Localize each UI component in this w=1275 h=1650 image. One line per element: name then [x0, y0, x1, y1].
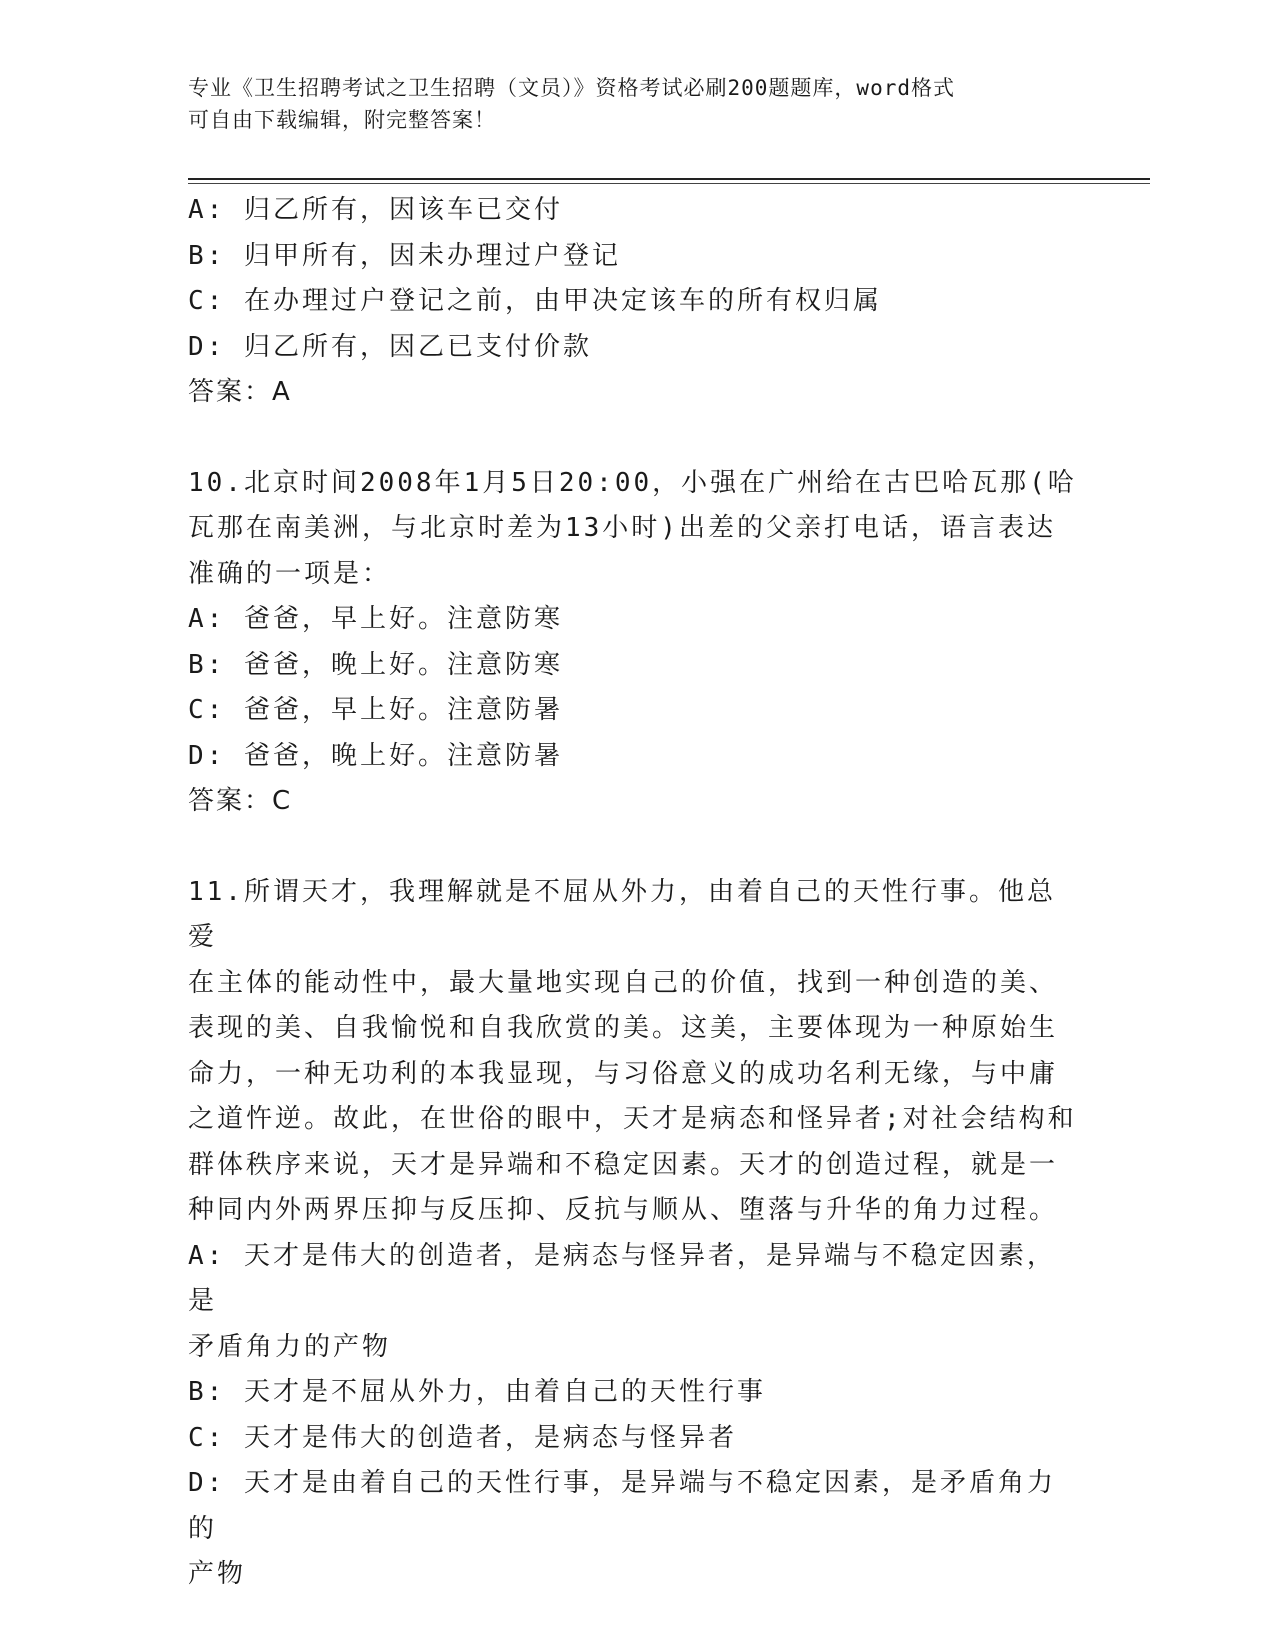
question-10: [188, 461, 1078, 825]
question-stem-line: 种同内外两界压抑与反压抑、反抗与顺从、堕落与升华的角力过程。: [188, 1195, 1059, 1225]
option-d: D: 归乙所有，因乙已支付价款: [188, 331, 592, 362]
document-header: [188, 72, 1068, 136]
header-divider: [188, 178, 1150, 180]
option-c: C: 在办理过户登记之前，由甲决定该车的所有权归属: [188, 286, 882, 316]
question-content: [188, 188, 1078, 1598]
option-d: D: 爸爸，晚上好。注意防暑: [188, 740, 563, 771]
question-stem-line: 之道忤逆。故此，在世俗的眼中，天才是病态和怪异者;对社会结构和: [188, 1104, 1077, 1134]
option-c: C: 天才是伟大的创造者，是病态与怪异者: [188, 1422, 737, 1453]
header-divider-thin: [188, 183, 1150, 184]
spacer: [188, 825, 1078, 870]
question-11: [188, 870, 1078, 1598]
question-9: [188, 188, 1078, 416]
spacer: [188, 416, 1078, 461]
option-b: B: 天才是不屈从外力，由着自己的天性行事: [188, 1377, 766, 1407]
header-title-line-2: 可自由下载编辑，附完整答案！: [188, 108, 496, 132]
option-b: B: 爸爸，晚上好。注意防寒: [188, 649, 563, 680]
header-title-line-1: 专业《卫生招聘考试之卫生招聘（文员）》资格考试必刷200题题库，word格式: [188, 76, 955, 100]
question-stem-line: 瓦那在南美洲，与北京时差为13小时)出差的父亲打电话，语言表达: [188, 513, 1056, 543]
question-stem-line: 10.北京时间2008年1月5日20:00，小强在广州给在古巴哈瓦那(哈: [188, 467, 1077, 498]
question-stem-line: 命力，一种无功利的本我显现，与习俗意义的成功名利无缘，与中庸: [188, 1058, 1059, 1089]
question-stem-line: 11.所谓天才，我理解就是不屈从外力，由着自己的天性行事。他总爱: [188, 876, 1056, 952]
option-c: C: 爸爸，早上好。注意防暑: [188, 695, 563, 725]
option-d: D: 天才是由着自己的天性行事，是异端与不稳定因素，是矛盾角力的: [188, 1468, 1056, 1544]
answer-label: 答案：C: [188, 786, 293, 816]
option-d-continued: 产物: [188, 1559, 247, 1589]
answer-label: 答案：A: [188, 377, 292, 407]
option-a-continued: 矛盾角力的产物: [188, 1331, 392, 1362]
question-stem-line: 在主体的能动性中，最大量地实现自己的价值，找到一种创造的美、: [188, 967, 1059, 998]
question-stem-line: 准确的一项是：: [188, 558, 392, 589]
option-a: A: 爸爸，早上好。注意防寒: [188, 604, 563, 634]
option-a: A: 归乙所有，因该车已交付: [188, 195, 563, 225]
option-a: A: 天才是伟大的创造者，是病态与怪异者，是异端与不稳定因素，是: [188, 1240, 1056, 1316]
option-b: B: 归甲所有，因未办理过户登记: [188, 240, 621, 271]
question-stem-line: 群体秩序来说，天才是异端和不稳定因素。天才的创造过程，就是一: [188, 1149, 1059, 1180]
question-stem-line: 表现的美、自我愉悦和自我欣赏的美。这美，主要体现为一种原始生: [188, 1013, 1059, 1043]
